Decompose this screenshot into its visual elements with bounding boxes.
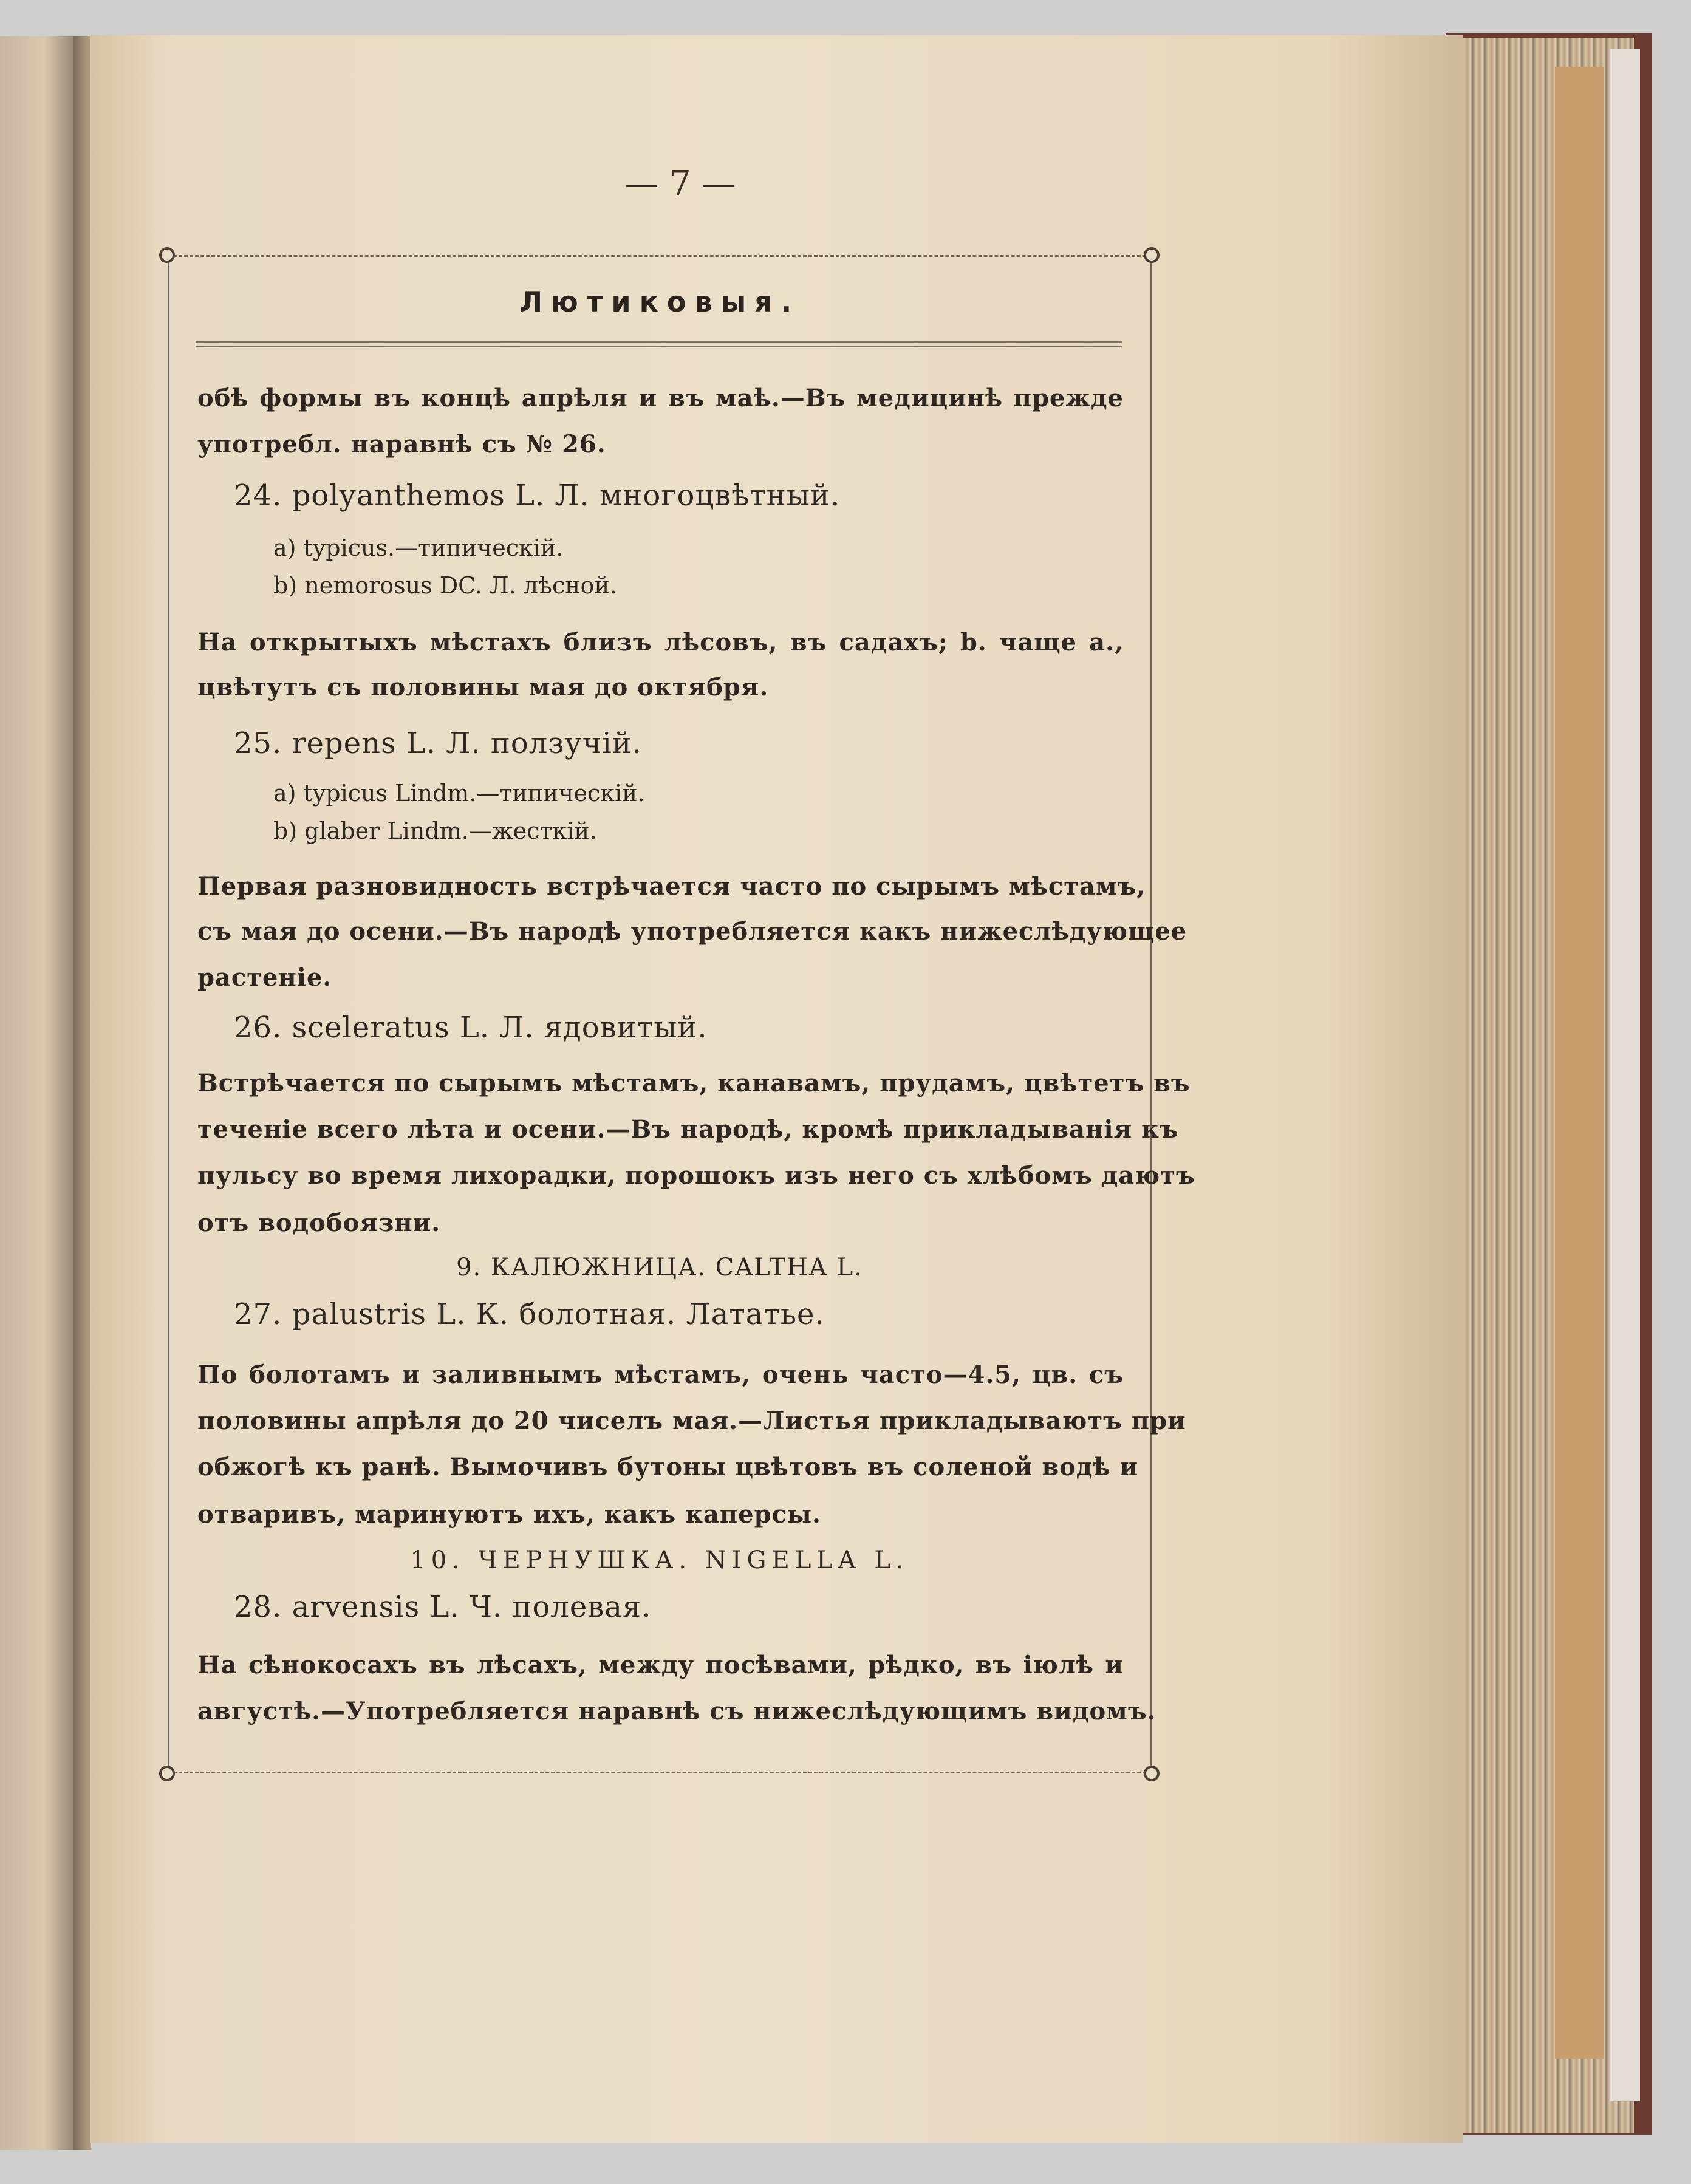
text-line: отъ водобоязни. (197, 1209, 441, 1237)
text-line: растеніе. (197, 963, 332, 992)
variety-line: b) nemorosus DC. Л. лѣсной. (273, 572, 617, 599)
frame-corner-ornament (159, 1766, 175, 1781)
text-line: обѣ формы въ концѣ апрѣля и въ маѣ.—Въ медицинѣ прежде (197, 384, 1124, 412)
frame-corner-ornament (1144, 247, 1160, 263)
text-line: пульсу во время лихорадки, порошокъ изъ него съ хлѣбомъ даютъ (197, 1161, 1195, 1190)
page-edges-light (1610, 49, 1640, 2101)
text-line: августѣ.—Употребляется наравнѣ съ нижеслѣдующимъ видомъ. (197, 1697, 1156, 1725)
header-rule (196, 341, 1122, 347)
text-line: обжогѣ къ ранѣ. Вымочивъ бутоны цвѣтовъ въ соленой водѣ и (197, 1453, 1139, 1481)
left-page (0, 36, 73, 2150)
running-header: Лютиковыя. (519, 285, 801, 318)
species-entry: 28. arvensis L. Ч. полевая. (234, 1590, 652, 1624)
genus-heading: 10. ЧЕРНУШКА. NIGELLA L. (410, 1546, 909, 1574)
variety-line: b) glaber Lindm.—жесткій. (273, 817, 597, 844)
text-line: цвѣтутъ съ половины мая до октября. (197, 673, 769, 701)
text-line: половины апрѣля до 20 чиселъ мая.—Листья прикладываютъ при (197, 1407, 1186, 1435)
text-line: По болотамъ и заливнымъ мѣстамъ, очень часто—4.5, цв. съ (197, 1360, 1124, 1389)
text-line: употребл. наравнѣ съ № 26. (197, 430, 606, 459)
text-line: Встрѣчается по сырымъ мѣстамъ, канавамъ, прудамъ, цвѣтетъ въ (197, 1069, 1191, 1097)
text-line: теченіе всего лѣта и осени.—Въ народѣ, кромѣ прикладыванія къ (197, 1115, 1179, 1144)
species-entry: 27. palustris L. К. болотная. Лататье. (234, 1297, 825, 1331)
variety-line: a) typicus Lindm.—типическій. (273, 780, 645, 807)
variety-line: a) typicus.—типическій. (273, 534, 564, 561)
species-entry: 24. polyanthemos L. Л. многоцвѣтный. (234, 479, 841, 513)
frame-corner-ornament (159, 247, 175, 263)
book-gutter (73, 36, 91, 2150)
species-entry: 26. sceleratus L. Л. ядовитый. (234, 1011, 708, 1045)
text-line: съ мая до осени.—Въ народѣ употребляется какъ нижеслѣдующее (197, 917, 1187, 946)
page-number: — 7 — (624, 164, 736, 203)
text-line: отваривъ, маринуютъ ихъ, какъ каперсы. (197, 1500, 821, 1529)
species-entry: 25. repens L. Л. ползучій. (234, 726, 642, 760)
frame-corner-ornament (1144, 1766, 1160, 1781)
page-edges-stain (1555, 67, 1604, 2059)
text-line: На сѣнокосахъ въ лѣсахъ, между посѣвами, рѣдко, въ іюлѣ и (197, 1651, 1124, 1679)
genus-heading: 9. КАЛЮЖНИЦА. CALTHA L. (456, 1254, 863, 1281)
text-line: Первая разновидность встрѣчается часто по сырымъ мѣстамъ, (197, 872, 1146, 901)
page-edges (1452, 38, 1634, 2133)
text-line: На открытыхъ мѣстахъ близъ лѣсовъ, въ садахъ; b. чаще a., (197, 628, 1124, 657)
